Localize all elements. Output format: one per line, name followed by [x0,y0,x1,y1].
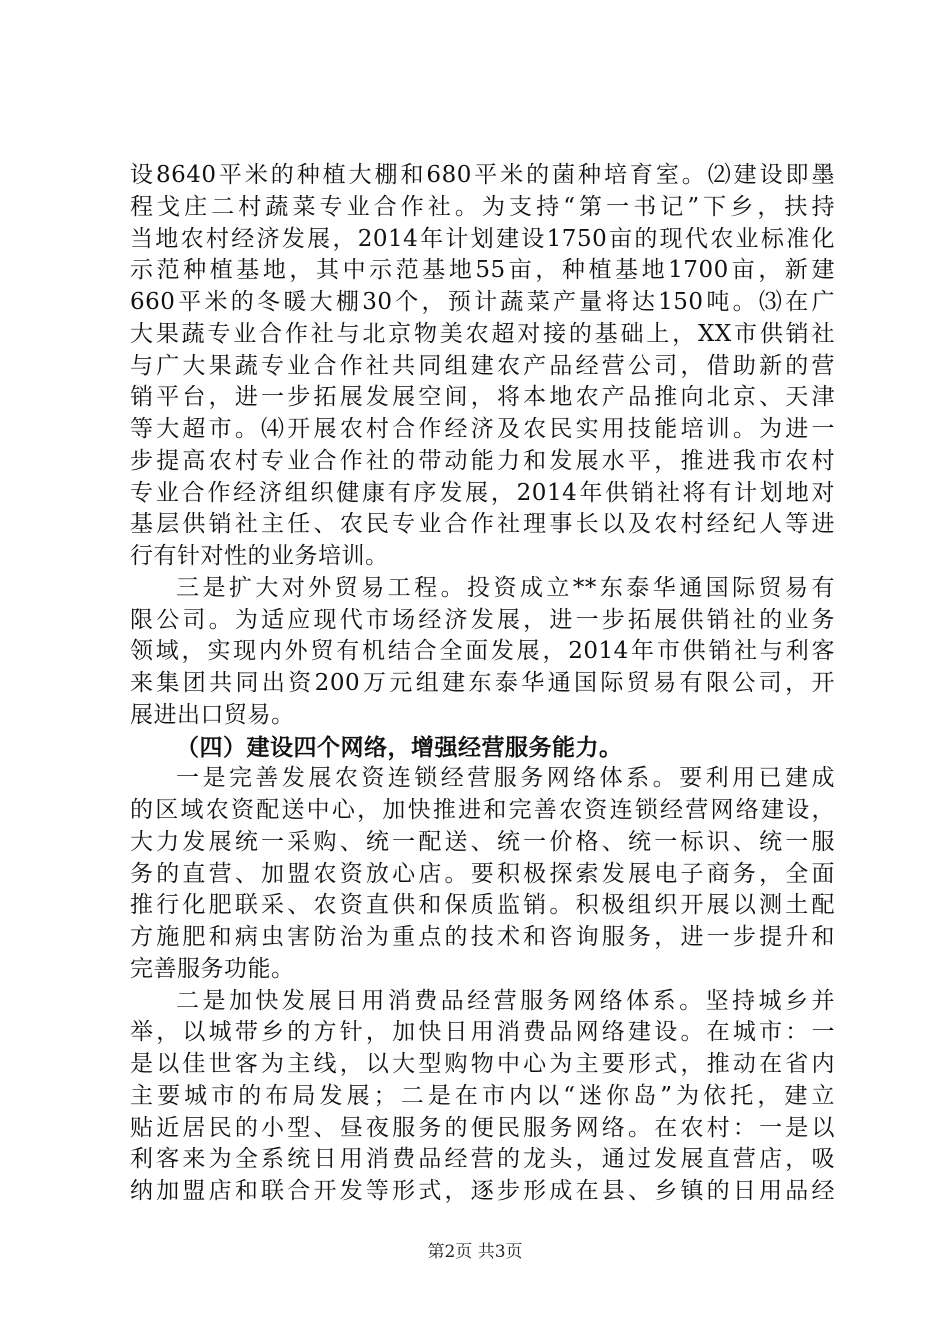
text-line: 务的直营、加盟农资放心店。要积极探索发展电子商务，全面 [130,860,835,887]
text-line: 专业合作经济组织健康有序发展，2014年供销社将有计划地对 [130,479,835,506]
text-line: 限公司。为适应现代市场经济发展，进一步拓展供销社的业务 [130,606,835,633]
section-heading: （四）建设四个网络，增强经营服务能力。 [176,733,623,761]
text-line: 主要城市的布局发展；二是在市内以“迷你岛”为依托，建立 [130,1082,835,1109]
text-line: 完善服务功能。 [130,955,295,982]
text-line: 贴近居民的小型、昼夜服务的便民服务网络。在农村：一是以 [130,1114,835,1141]
paragraph-first-line: 二是加快发展日用消费品经营服务网络体系。坚持城乡并 [176,987,835,1014]
paragraph-first-line: 三是扩大对外贸易工程。投资成立**东泰华通国际贸易有 [176,574,835,601]
text-line: 当地农村经济发展，2014年计划建设1750亩的现代农业标准化 [130,225,835,252]
text-line: 设8640平米的种植大棚和680平米的菌种培育室。⑵建设即墨 [130,162,835,188]
text-line: 660平米的冬暖大棚30个，预计蔬菜产量将达150吨。⑶在广 [130,289,835,315]
text-line: 纳加盟店和联合开发等形式，逐步形成在县、乡镇的日用品经 [130,1178,835,1204]
text-line: 行有针对性的业务培训。 [130,543,389,569]
text-line: 销平台，进一步拓展发展空间，将本地农产品推向北京、天津 [130,384,835,411]
text-line: 大果蔬专业合作社与北京物美农超对接的基础上，XX市供销社 [130,320,835,347]
text-line: 程戈庄二村蔬菜专业合作社。为支持“第一书记”下乡，扶持 [130,193,835,220]
text-line: 举，以城带乡的方针，加快日用消费品网络建设。在城市：一 [130,1019,835,1046]
text-line: 方施肥和病虫害防治为重点的技术和咨询服务，进一步提升和 [130,924,835,950]
text-line: 等大超市。⑷开展农村合作经济及农民实用技能培训。为进一 [130,416,835,442]
text-line: 来集团共同出资200万元组建东泰华通国际贸易有限公司，开 [130,670,835,696]
text-line: 步提高农村专业合作社的带动能力和发展水平，推进我市农村 [130,447,835,474]
paragraph-first-line: 一是完善发展农资连锁经营服务网络体系。要利用已建成 [176,765,835,792]
text-line: 领域，实现内外贸有机结合全面发展，2014年市供销社与利客 [130,638,835,665]
page-footer: 第2页 共3页 [427,1242,523,1262]
text-line: 大力发展统一采购、统一配送、统一价格、统一标识、统一服 [130,828,835,855]
document-body [130,160,835,1208]
text-line: 推行化肥联采、农资直供和保质监销。积极组织开展以测土配 [130,892,835,919]
text-line: 与广大果蔬专业合作社共同组建农产品经营公司，借助新的营 [130,352,835,379]
text-line: 的区域农资配送中心，加快推进和完善农资连锁经营网络建设， [130,797,835,823]
text-line: 示范种植基地，其中示范基地55亩，种植基地1700亩，新建 [130,257,835,284]
text-line: 展进出口贸易。 [130,701,295,728]
text-line: 基层供销社主任、农民专业合作社理事长以及农村经纪人等进 [130,511,835,538]
text-line: 是以佳世客为主线，以大型购物中心为主要形式，推动在省内 [130,1051,835,1077]
text-line: 利客来为全系统日用消费品经营的龙头，通过发展直营店，吸 [130,1146,835,1173]
